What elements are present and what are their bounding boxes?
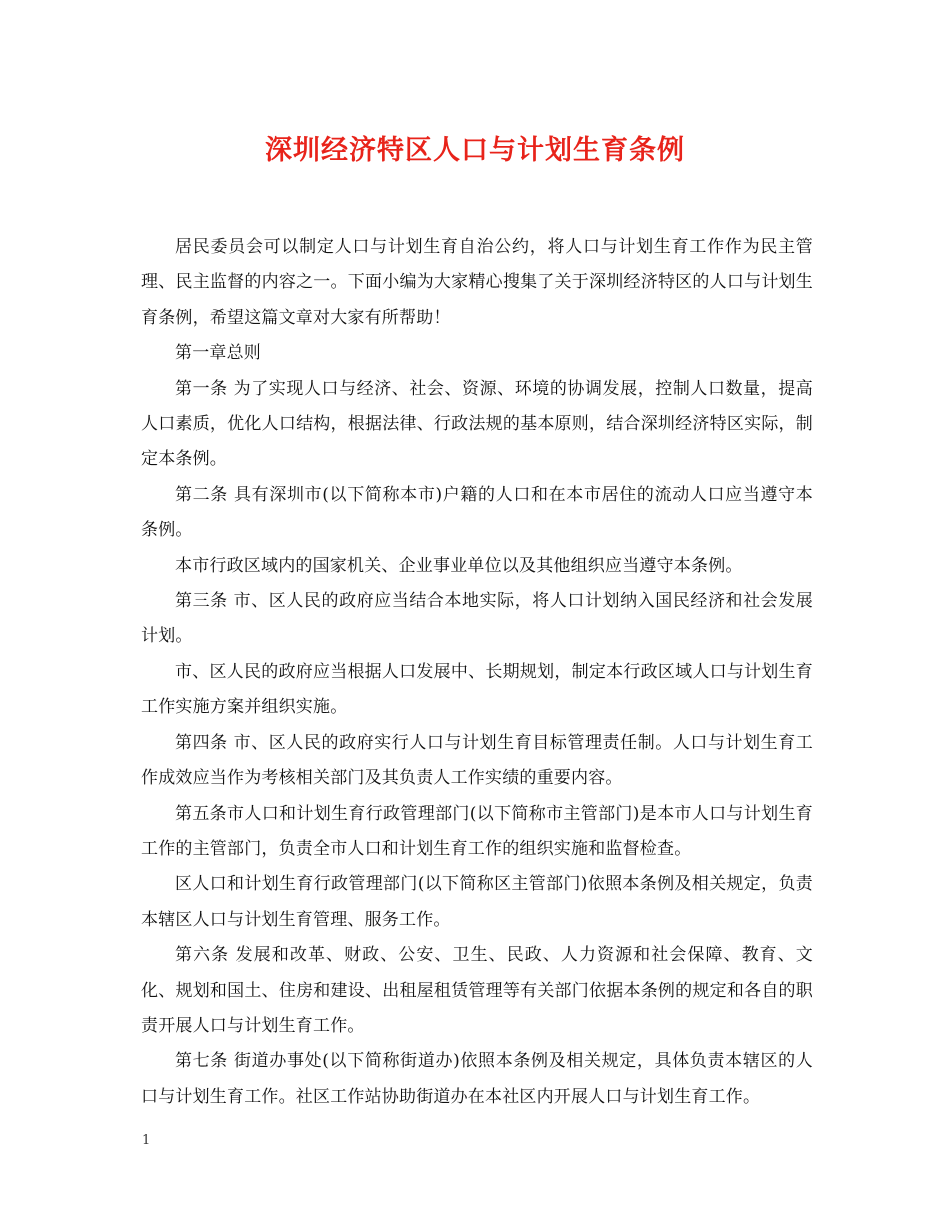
article-3: 第三条 市、区人民的政府应当结合本地实际，将人口计划纳入国民经济和社会发展计划。 xyxy=(141,591,813,647)
article-5: 第五条市人口和计划生育行政管理部门(以下简称市主管部门)是本市人口与计划生育工作的主管部门，负责全市人口和计划生育工作的组织实施和监督检查。 xyxy=(141,803,813,859)
article-4: 第四条 市、区人民的政府实行人口与计划生育目标管理责任制。人口与计划生育工作成效应当作为考核相关部门及其负责人工作实绩的重要内容。 xyxy=(141,732,813,789)
article-1: 第一条 为了实现人口与经济、社会、资源、环境的协调发展，控制人口数量，提高人口素质，优化人口结构，根据法律、行政法规的基本原则，结合深圳经济特区实际，制定本条例。 xyxy=(141,378,813,470)
intro-paragraph: 居民委员会可以制定人口与计划生育自治公约，将人口与计划生育工作作为民主管理、民主监督的内容之一。下面小编为大家精心搜集了关于深圳经济特区的人口与计划生育条例，希望这篇文章对大家有所帮助！ xyxy=(141,237,813,328)
chapter-heading: 第一章总则 xyxy=(175,343,261,364)
article-3-clause: 市、区人民的政府应当根据人口发展中、长期规划，制定本行政区域人口与计划生育工作实施方案并组织实施。 xyxy=(141,661,813,718)
page-number: 1 xyxy=(142,1133,151,1148)
article-5-clause: 区人口和计划生育行政管理部门(以下简称区主管部门)依照本条例及相关规定，负责本辖区人口与计划生育管理、服务工作。 xyxy=(141,874,813,930)
article-2-clause: 本市行政区域内的国家机关、企业事业单位以及其他组织应当遵守本条例。 xyxy=(175,555,743,576)
document-body xyxy=(141,230,813,1115)
article-2: 第二条 具有深圳市(以下简称本市)户籍的人口和在本市居住的流动人口应当遵守本条例。 xyxy=(141,484,813,541)
article-7: 第七条 街道办事处(以下简称街道办)依照本条例及相关规定，具体负责本辖区的人口与计划生育工作。社区工作站协助街道办在本社区内开展人口与计划生育工作。 xyxy=(141,1051,813,1107)
article-6: 第六条 发展和改革、财政、公安、卫生、民政、人力资源和社会保障、教育、文化、规划和国土、住房和建设、出租屋租赁管理等有关部门依据本条例的规定和各自的职责开展人口与计划生育工作。 xyxy=(141,945,813,1036)
document-title: 深圳经济特区人口与计划生育条例 xyxy=(265,135,685,166)
